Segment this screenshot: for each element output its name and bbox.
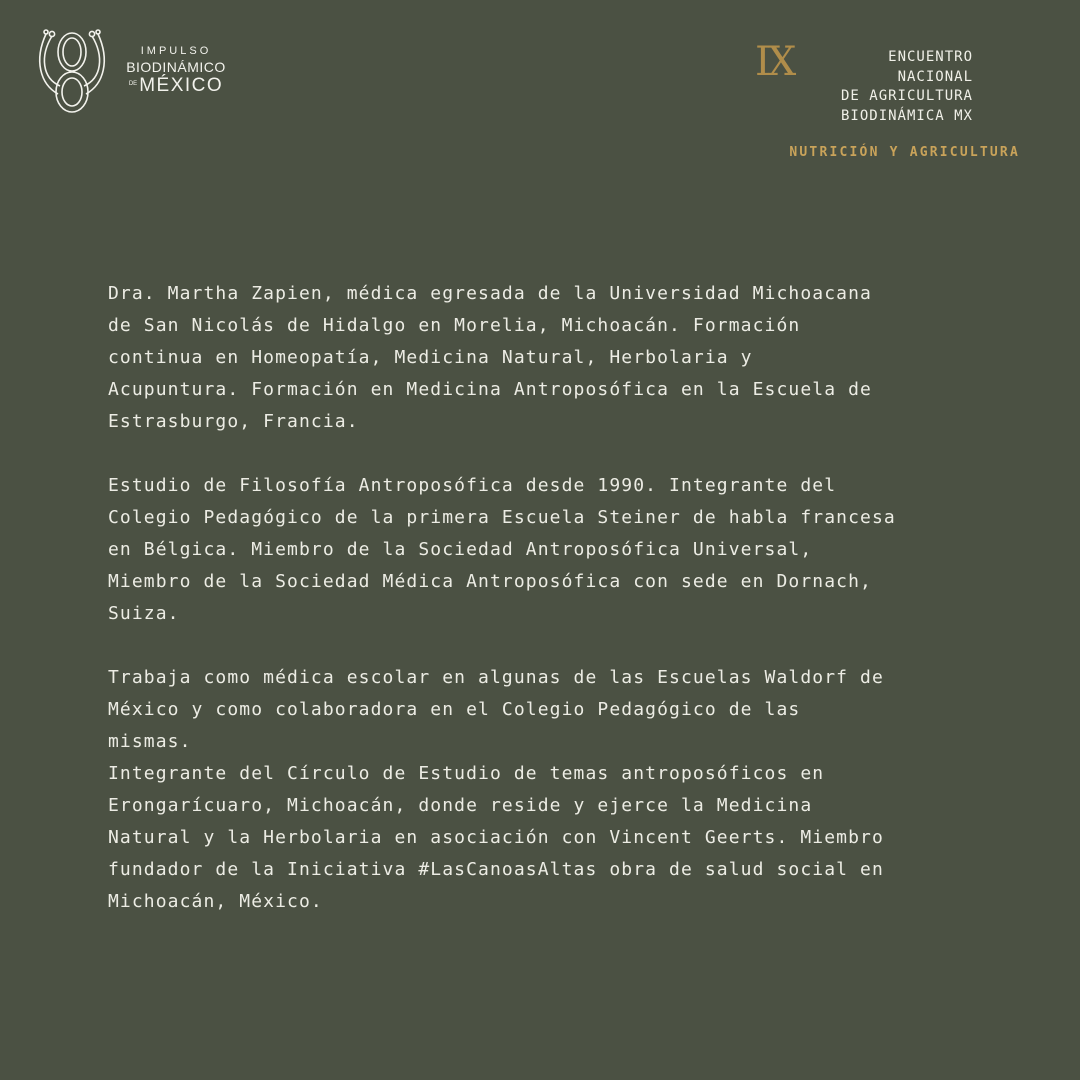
- bio-paragraph-education: Dra. Martha Zapien, médica egresada de la Universidad Michoacana de San Nicolás de Hidalgo en Morelia, Michoacán. Formación continua en Homeopatía, Medicina Natural, Herbolaria y Acupuntura. Formación en Medicina Antroposófica en la Escuela de Estrasburgo, Francia.: [108, 283, 872, 432]
- brand-line-mexico-word: MÉXICO: [139, 75, 224, 96]
- brand-line-biodinamico: BIODINÁMICO: [126, 59, 226, 75]
- brand-logo: [36, 26, 236, 122]
- brand-line-impulso: IMPULSO: [140, 45, 212, 57]
- event-heading: [753, 39, 973, 132]
- event-title-line: BIODINÁMICA MX: [840, 107, 973, 124]
- event-title-line: DE AGRICULTURA: [840, 88, 973, 104]
- event-title-line: NACIONAL: [897, 68, 973, 85]
- event-tagline: NUTRICIÓN Y AGRICULTURA: [789, 145, 1020, 160]
- brand-wordmark: [116, 46, 236, 95]
- bio-paragraph-anthroposophy: Estudio de Filosofía Antroposófica desde 1990. Integrante del Colegio Pedagógico de la primera Escuela Steiner de habla francesa en Bélgica. Miembro de la Sociedad Antroposófica Universal, Miembro de la Sociedad Médica Antroposófica con sede en Dornach, Suiza.: [108, 475, 896, 624]
- event-title-line: ENCUENTRO: [888, 49, 973, 65]
- speaker-bio: [108, 278, 988, 950]
- event-edition-numeral: IX: [755, 39, 794, 85]
- bio-paragraph-school-doctor: Trabaja como médica escolar en algunas de las Escuelas Waldorf de México y como colaboradora en el Colegio Pedagógico de las mismas.: [108, 667, 884, 752]
- brand-line-mexico: [116, 76, 236, 95]
- brand-line-de: DE: [128, 81, 138, 87]
- bio-paragraph-community: Integrante del Círculo de Estudio de temas antroposóficos en Erongarícuaro, Michoacán, donde reside y ejerce la Medicina Natural y la Herbolaria en asociación con Vincent Geerts. Miembro fundador de la Iniciativa #LasCanoasAltas obra de salud social en Michoacán, México.: [108, 763, 884, 912]
- event-title: [841, 48, 973, 126]
- knot-emblem-icon: [36, 26, 108, 120]
